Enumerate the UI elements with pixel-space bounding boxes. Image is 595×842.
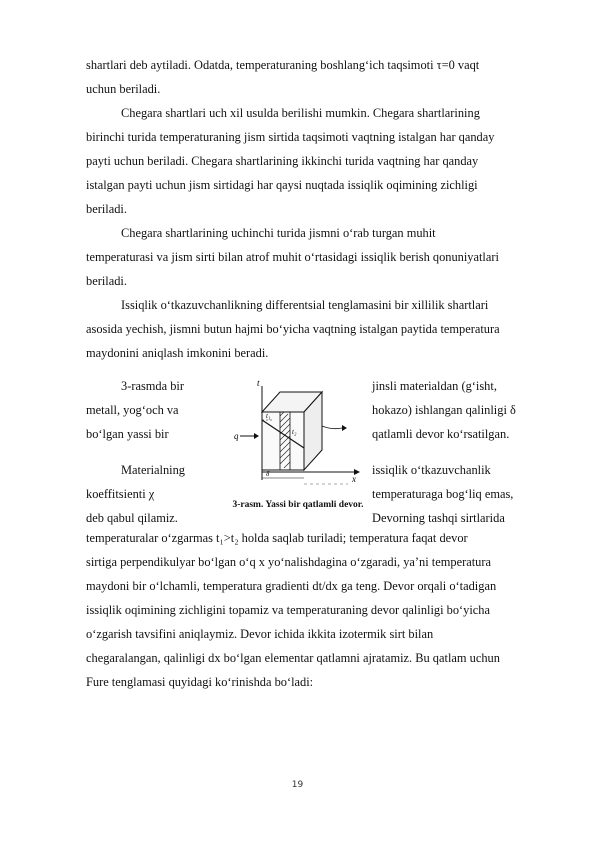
left-col-line-4: Materialning [121,463,185,477]
bottom-line-2: sirtiga perpendikulyar bo‘lgan o‘q x yo‘nalishdagina o‘zgaradi, ya’ni temperatura [86,555,491,569]
left-col-line-6: deb qabul qilamiz. [86,511,178,525]
right-col-line-4: issiqlik o‘tkazuvchanlik [372,463,491,477]
text-line-5: payti uchun beriladi. Chegara shartlarining ikkinchi turida vaqtning har qanday [86,154,479,168]
bottom-line-1: temperaturalar o‘zgarmas t₁>t₂ holda saqlab turiladi; temperatura faqat devor [86,531,468,545]
text-line-8: Chegara shartlarining uchinchi turida jismni o‘rab turgan muhit [121,226,436,240]
text-line-10: beriladi. [86,274,127,288]
bottom-line-4: issiqlik oqimining zichligini topamiz va temperaturaning devor qalinligi bo‘yicha [86,603,490,617]
left-col-line-1: 3-rasmda bir [121,379,184,393]
bottom-line-5: o‘zgarish tavsifini aniqlaymiz. Devor ichida ikkita izotermik sirt bilan [86,627,434,641]
text-line-12: asosida yechish, jismni butun hajmi bo‘yicha vaqtning istalgan paytida temperatura [86,322,500,336]
outgoing-flow-line [322,426,342,429]
bottom-line-7: Fure tenglamasi quyidagi ko‘rinishda bo‘ladi: [86,675,314,689]
left-col-line-2: metall, yog‘och va [86,403,179,417]
outgoing-flow-head [342,425,347,431]
text-line-9: temperaturasi va jism sirti bilan atrof muhit o‘rtasidagi issiqlik berish qonuniyatlari [86,250,499,264]
q-label: q [234,431,239,441]
text-line-1: shartlari deb aytiladi. Odatda, temperaturaning boshlang‘ich taqsimoti τ=0 vaqt [86,58,480,72]
t1-label: t₁ [266,412,271,420]
text-line-3: Chegara shartlari uch xil usulda berilishi mumkin. Chegara shartlarining [121,106,480,120]
delta-label: δ [266,470,270,478]
text-line-13: maydonini aniqlash imkonini beradi. [86,346,269,360]
q-arrow-head [254,433,259,439]
right-col-line-5: temperaturaga bog‘liq emas, [372,487,514,501]
left-col-line-3: bo‘lgan yassi bir [86,427,169,441]
left-col-line-5: koeffitsienti χ [86,487,155,501]
right-col-line-1: jinsli materialdan (g‘isht, [372,379,497,393]
wall-figure [228,376,368,528]
text-line-6: istalgan payti uchun jism sirtidagi har qaysi nuqtada issiqlik oqimining zichligi [86,178,478,192]
t2-label: t₂ [292,428,297,436]
text-line-11: Issiqlik o‘tkazuvchanlikning differentsial tenglamasini bir xillilik shartlari [121,298,489,312]
text-line-2: uchun beriladi. [86,82,161,96]
text-line-7: beriladi. [86,202,127,216]
t-axis-label: t [257,378,260,388]
x-axis-label: x [352,474,356,484]
text-line-4: birinchi turida temperaturaning jism sirtida taqsimoti vaqtning istalgan har qanday [86,130,495,144]
page-number: 19 [291,780,304,790]
bottom-line-3: maydoni bir o‘lchamli, temperatura gradienti dt/dx ga teng. Devor orqali o‘tadigan [86,579,497,593]
right-col-line-3: qatlamli devor ko‘rsatilgan. [372,427,510,441]
right-col-line-2: hokazo) ishlangan qalinligi δ [372,403,516,417]
right-col-line-6: Devorning tashqi sirtlarida [372,511,505,525]
wall-diagram [228,376,368,498]
bottom-line-6: chegaralangan, qalinligi dx bo‘lgan elementar qatlamni ajratamiz. Bu qatlam uchun [86,651,500,665]
figure-caption: 3-rasm. Yassi bir qatlamli devor. [232,500,364,510]
